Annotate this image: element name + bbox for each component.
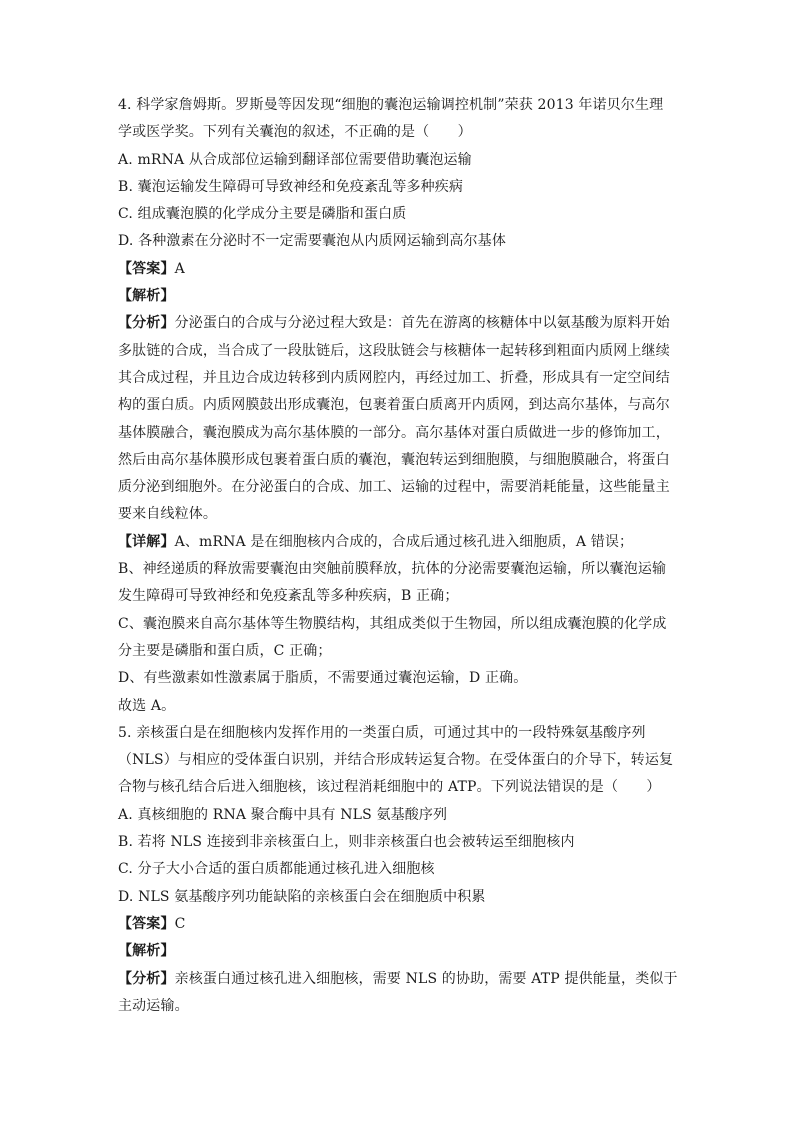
q4-xiangjie-text-1: A、mRNA 是在细胞核内合成的，合成后通过核孔进入细胞质，A 错误；: [174, 533, 634, 550]
q4-xiangjie-tag: 【详解】: [118, 533, 175, 550]
q5-fenxi-text-1: 亲核蛋白通过核孔进入细胞核，需要 NLS 的协助，需要 ATP 提供能量，类似于: [174, 970, 678, 987]
q4-stem-line-1: 4. 科学家詹姆斯。罗斯曼等因发现“细胞的囊泡运输调控机制”荣获 2013 年诺贝尔生理: [118, 97, 664, 113]
q4-xiangjie-line-1: [118, 529, 678, 556]
q4-conclusion: 故选 A。: [118, 697, 176, 714]
document-page: [118, 92, 678, 1020]
q5-stem-line-3: 合物与核孔结合后进入细胞核，该过程消耗细胞中的 ATP。下列说法错误的是（ ）: [118, 779, 661, 796]
q4-fenxi-line-1: [118, 310, 678, 337]
q4-fenxi-line-7: 质分泌到细胞外。在分泌蛋白的合成、加工、运输的过程中，需要消耗能量，这些能量主: [118, 479, 670, 496]
q4-analysis-tag: 【解析】: [118, 288, 175, 305]
q4-fenxi-line-5: 基体膜融合，囊泡膜成为高尔基体膜的一部分。高尔基体对蛋白质做进一步的修饰加工，: [118, 424, 670, 441]
q4-answer-tag: 【答案】: [118, 260, 175, 277]
q4-stem-line-2: 学或医学奖。下列有关囊泡的叙述，不正确的是（ ）: [118, 124, 472, 141]
q5-option-c: C. 分子大小合适的蛋白质都能通过核孔进入细胞核: [118, 861, 435, 878]
q4-fenxi-line-6: 然后由高尔基体膜形成包裹着蛋白质的囊泡，囊泡转运到细胞膜，与细胞膜融合，将蛋白: [118, 451, 670, 468]
q4-xiangjie-line-4: C、囊泡膜来自高尔基体等生物膜结构，其组成类似于生物园，所以组成囊泡膜的化学成: [118, 615, 667, 632]
q5-fenxi-tag: 【分析】: [118, 970, 175, 987]
q4-option-d: D. 各种激素在分泌时不一定需要囊泡从内质网运输到高尔基体: [118, 233, 506, 250]
q5-stem-line-2: （NLS）与相应的受体蛋白识别，并结合形成转运复合物。在受体蛋白的介导下，转运复: [118, 752, 674, 769]
q4-xiangjie-line-5: 分主要是磷脂和蛋白质，C 正确；: [118, 642, 332, 659]
q5-stem-line-1: 5. 亲核蛋白是在细胞核内发挥作用的一类蛋白质，可通过其中的一段特殊氨基酸序列: [118, 724, 646, 741]
q4-xiangjie-line-2: B、神经递质的释放需要囊泡由突触前膜释放，抗体的分泌需要囊泡运输，所以囊泡运输: [118, 561, 667, 578]
q4-xiangjie-line-6: D、有些激素如性激素属于脂质，不需要通过囊泡运输，D 正确。: [118, 670, 528, 687]
q4-fenxi-line-2: 多肽链的合成，当合成了一段肽链后，这段肽链会与核糖体一起转移到粗面内质网上继续: [118, 342, 670, 359]
q4-xiangjie-line-3: 发生障碍可导致神经和免疫紊乱等多种疾病，B 正确；: [118, 588, 459, 605]
q5-analysis-tag: 【解析】: [118, 943, 175, 960]
q4-answer-value: A: [174, 260, 185, 277]
q4-option-b: B. 囊泡运输发生障碍可导致神经和免疫紊乱等多种疾病: [118, 178, 464, 195]
q5-option-a: A. 真核细胞的 RNA 聚合酶中具有 NLS 氨基酸序列: [118, 806, 448, 823]
q4-fenxi-line-3: 其合成过程，并且边合成边转移到内质网腔内，再经过加工、折叠，形成具有一定空间结: [118, 369, 670, 386]
q4-fenxi-line-4: 构的蛋白质。内质网膜鼓出形成囊泡，包裹着蛋白质离开内质网，到达高尔基体，与高尔: [118, 397, 670, 414]
q4-fenxi-text-1: 分泌蛋白的合成与分泌过程大致是：首先在游离的核糖体中以氨基酸为原料开始: [174, 315, 670, 332]
q5-option-b: B. 若将 NLS 连接到非亲核蛋白上，则非亲核蛋白也会被转运至细胞核内: [118, 834, 575, 851]
q5-fenxi-line-1: [118, 966, 678, 993]
q4-fenxi-tag: 【分析】: [118, 315, 175, 332]
q4-option-c: C. 组成囊泡膜的化学成分主要是磷脂和蛋白质: [118, 206, 407, 223]
q5-answer-value: C: [174, 915, 186, 932]
q5-answer-tag: 【答案】: [118, 915, 175, 932]
q4-answer: [118, 256, 678, 283]
q5-answer: [118, 911, 678, 938]
q5-fenxi-line-2: 主动运输。: [118, 997, 189, 1014]
q4-fenxi-line-8: 要来自线粒体。: [118, 506, 218, 523]
q5-option-d: D. NLS 氨基酸序列功能缺陷的亲核蛋白会在细胞质中积累: [118, 888, 486, 905]
q4-option-a: A. mRNA 从合成部位运输到翻译部位需要借助囊泡运输: [118, 151, 472, 168]
